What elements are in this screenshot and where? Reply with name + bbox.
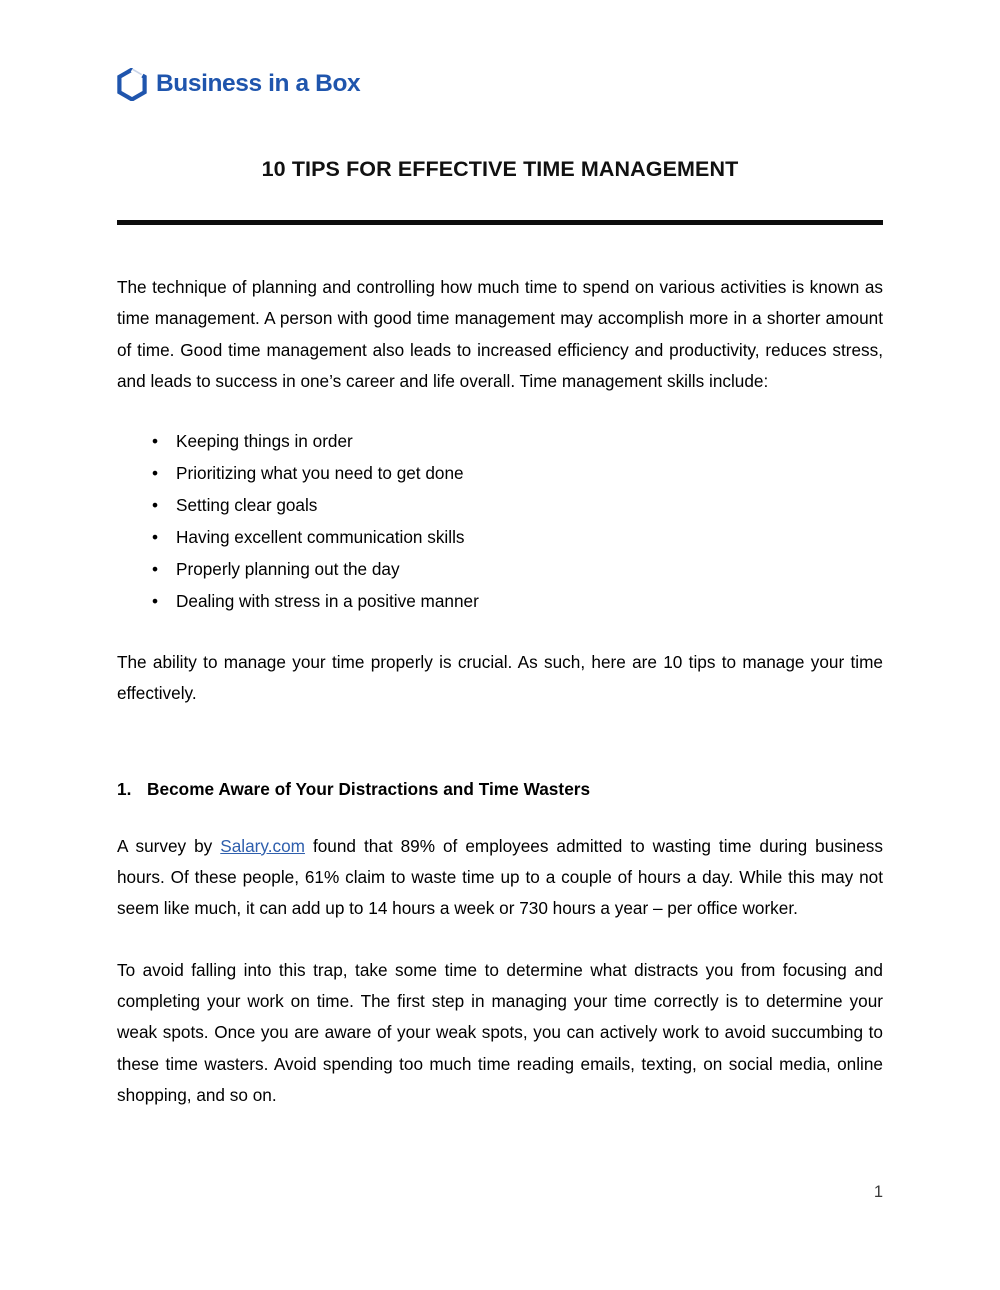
section-number: 1.	[117, 778, 132, 799]
list-item	[117, 425, 883, 457]
bullet-icon: •	[152, 559, 159, 580]
list-item	[117, 489, 883, 521]
paragraph-text-after-link: found that 89% of employees admitted to wasting time during business hours. Of these people, 61% claim to waste time up to a couple of hours a day. While this may not seem like much, it can add up to 14 hours a week or 730 hours a year – per office worker.	[117, 835, 883, 919]
section-paragraph-1	[117, 831, 883, 925]
list-item-label: Setting clear goals	[176, 495, 318, 516]
list-item	[117, 521, 883, 553]
brand-logo	[117, 66, 883, 102]
hexagon-ring-icon	[117, 68, 147, 101]
intro-paragraph: The technique of planning and controlling how much time to spend on various activities is known as time management. A person with good time management may accomplish more in a shorter amount of time. Good time management also leads to increased efficiency and productivity, reduces stress, and leads to success in one’s career and life overall. Time management skills include:	[117, 277, 883, 391]
list-item-label: Dealing with stress in a positive manner	[176, 591, 479, 612]
section-paragraph-2: To avoid falling into this trap, take some time to determine what distracts you from focusing and completing your work on time. The first step in managing your time correctly is to determine your weak spots. Once you are aware of your weak spots, you can actively work to avoid succumbing to these time wasters. Avoid spending too much time reading emails, texting, on social media, online shopping, and so on.	[117, 959, 883, 1105]
page-title: 10 TIPS FOR EFFECTIVE TIME MANAGEMENT	[261, 157, 739, 181]
bullet-icon: •	[152, 591, 159, 612]
bullet-icon: •	[152, 495, 159, 516]
bullet-icon: •	[152, 463, 159, 484]
section-heading-label: Become Aware of Your Distractions and Time Wasters	[147, 778, 591, 799]
document-content	[117, 0, 883, 1111]
section-heading	[117, 775, 883, 803]
page-number: 1	[873, 1183, 883, 1201]
list-item-label: Keeping things in order	[176, 431, 353, 452]
list-item-label: Having excellent communication skills	[176, 527, 465, 548]
list-item	[117, 457, 883, 489]
list-item-label: Prioritizing what you need to get done	[176, 463, 464, 484]
brand-name: Business in a Box	[156, 69, 361, 97]
paragraph-text-before-link: A survey by	[117, 835, 221, 856]
list-item	[117, 585, 883, 617]
list-item-label: Properly planning out the day	[176, 559, 400, 580]
salary-com-link[interactable]: Salary.com	[220, 835, 305, 856]
list-item	[117, 553, 883, 585]
bullet-icon: •	[152, 527, 159, 548]
skills-list	[117, 425, 883, 617]
transition-paragraph: The ability to manage your time properly is crucial. As such, here are 10 tips to manage your time effectively.	[117, 652, 883, 704]
bullet-icon: •	[152, 431, 159, 452]
